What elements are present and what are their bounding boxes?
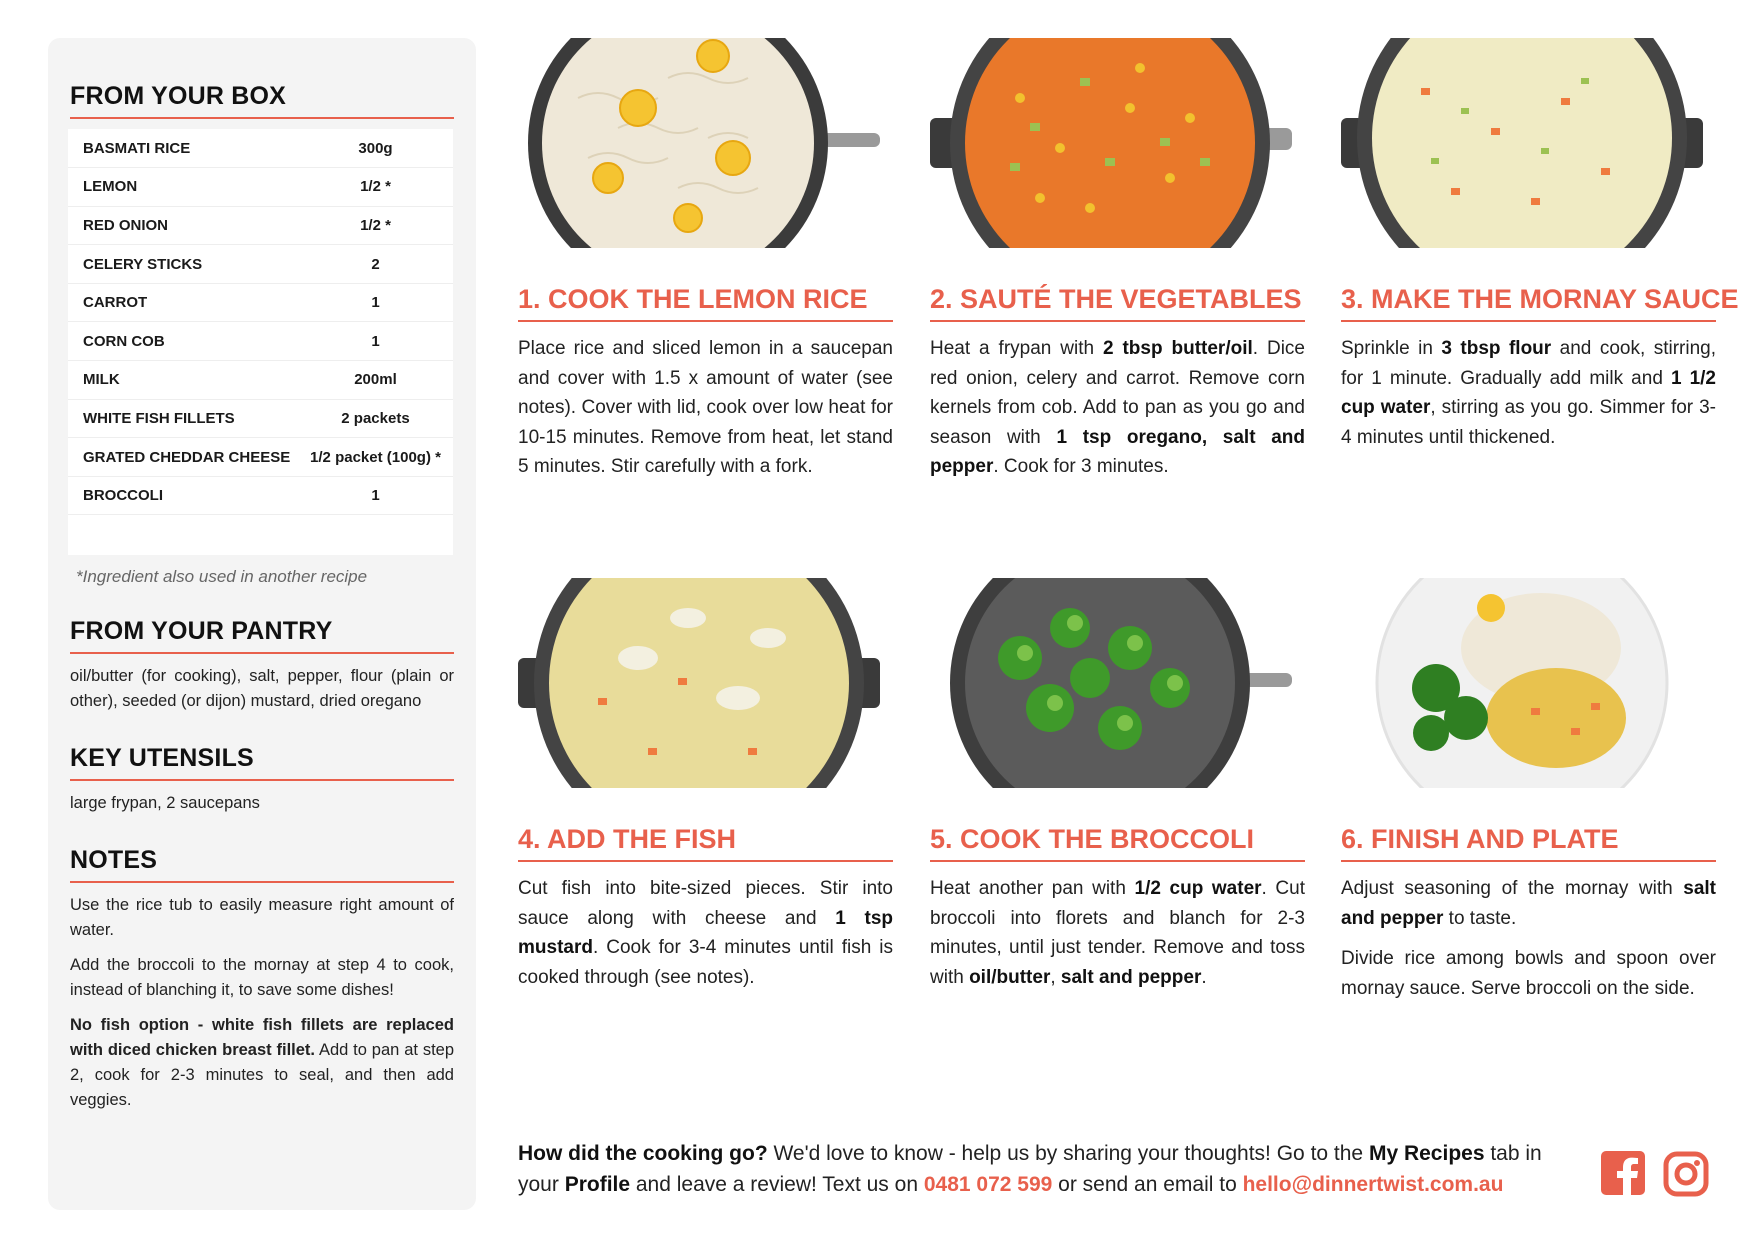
notes-paragraph [70,1013,454,1113]
instruction-emphasis: 3 tbsp flour [1441,338,1552,359]
ingredient-row [68,283,453,322]
instruction-emphasis: 2 tbsp butter/oil [1102,338,1253,359]
instruction-text: . [1201,966,1207,988]
ingredient-row [68,322,453,361]
mornay-sauce-photo [1341,38,1703,248]
ingredient-name: BROCCOLI [68,476,298,515]
ingredient-quantity: 300g [298,129,453,168]
ingredients-table [68,129,453,555]
ingredient-quantity: 1/2 packet (100g) * [298,438,453,477]
footer-text: We'd love to know - help us by sharing your thoughts! Go to the [767,1142,1369,1165]
ingredient-row [68,129,453,168]
instruction-text: Adjust seasoning of the mornay with [1341,878,1684,899]
ingredient-quantity: 1 [298,322,453,361]
step-instructions [930,334,1305,482]
instruction-emphasis: 1 tsp oregano, salt and pepper [930,426,1305,477]
step-2 [930,38,1305,482]
facebook-icon[interactable] [1601,1151,1645,1200]
step-title: 5. COOK THE BROCCOLI [930,824,1305,862]
ingredient-name: CARROT [68,283,298,322]
instruction-text: Heat another pan with [930,878,1135,899]
instruction-text: Place rice and sliced lemon in a saucepan and cover with 1.5 x amount of water (see notes). Cover with lid, cook over low heat for 10-15 minutes. Remove from heat, let stand 5 minutes. Stir carefully with a fork. [518,338,893,477]
footer-text: tab in your [518,1142,1542,1196]
ingredient-name: BASMATI RICE [68,129,298,168]
ingredient-row [68,399,453,438]
no-fish-option-bold: No fish option - white fish fillets are replaced with diced chicken breast fillet. [70,1015,454,1059]
step-3 [1341,38,1739,452]
ingredient-name: WHITE FISH FILLETS [68,399,298,438]
step-instructions [1341,334,1716,452]
ingredient-row-empty [68,515,453,555]
instagram-icon[interactable] [1663,1151,1709,1202]
step-instructions [518,334,893,482]
instruction-text: , stirring as you go. Simmer for 3-4 minutes until thickened. [1341,397,1716,448]
step-instructions [1341,874,1716,933]
instruction-text: , [1050,966,1061,988]
fish-in-sauce-photo [518,578,880,788]
ingredient-quantity: 1/2 * [298,206,453,245]
instruction-text: Cut fish into bite-sized pieces. Stir into sauce along with cheese and [518,878,893,929]
instruction-emphasis: 1 tsp mustard [518,907,893,958]
instruction-emphasis: 1 1/2 cup water [1341,367,1716,418]
ingredient-row [68,245,453,284]
my-recipes-link[interactable]: My Recipes [1368,1142,1485,1165]
ingredient-row [68,438,453,477]
instruction-text: . Cook for 3-4 minutes until fish is cooked through (see notes). [518,937,893,988]
utensils-heading: KEY UTENSILS [70,744,454,781]
instruction-text: Divide rice among bowls and spoon over mornay sauce. Serve broccoli on the side. [1341,948,1716,999]
feedback-footer [518,1138,1568,1200]
step-title: 2. SAUTÉ THE VEGETABLES [930,284,1305,322]
step-title: 4. ADD THE FISH [518,824,893,862]
profile-link[interactable]: Profile [564,1173,631,1196]
step-title: 3. MAKE THE MORNAY SAUCE [1341,284,1716,322]
empty-cell [298,515,453,555]
ingredient-quantity: 200ml [298,361,453,400]
instruction-text: . Cook for 3 minutes. [993,456,1169,477]
step-4 [518,578,893,992]
ingredient-quantity: 2 [298,245,453,284]
ingredient-name: RED ONION [68,206,298,245]
step-1 [518,38,893,482]
sauteed-vegetables-photo [930,38,1292,248]
pantry-heading: FROM YOUR PANTRY [70,617,454,654]
footer-text: or send an email to [1052,1173,1243,1196]
utensils-text: large frypan, 2 saucepans [70,793,260,812]
ingredient-row [68,361,453,400]
ingredient-row [68,206,453,245]
notes-paragraph: Use the rice tub to easily measure right amount of water. [70,895,454,939]
lemon-rice-photo [518,38,880,248]
ingredient-quantity: 1 [298,476,453,515]
ingredient-name: GRATED CHEDDAR CHEESE [68,438,298,477]
notes-paragraph: Add the broccoli to the mornay at step 4 to cook, instead of blanching it, to save some dishes! [70,955,454,999]
step-5 [930,578,1305,992]
step-instructions [518,874,893,992]
footer-question: How did the cooking go? [518,1142,768,1165]
step-instructions [930,874,1305,992]
email-link[interactable]: hello@dinnertwist.com.au [1242,1173,1504,1196]
ingredient-name: CORN COB [68,322,298,361]
ingredient-row [68,168,453,207]
step-6 [1341,578,1716,1003]
instruction-emphasis: 1/2 cup water [1134,878,1262,899]
instruction-text: and cook, stirring, for 1 minute. Gradually add milk and [1341,338,1716,389]
instruction-text: . Cut broccoli into florets and blanch for 2-3 minutes, until just tender. Remove and toss with [930,878,1305,988]
ingredient-quantity: 2 packets [298,399,453,438]
ingredient-name: MILK [68,361,298,400]
empty-cell [68,515,298,555]
step-title: 1. COOK THE LEMON RICE [518,284,893,322]
ingredient-name: LEMON [68,168,298,207]
instruction-text: to taste. [1443,907,1517,929]
ingredient-quantity: 1/2 * [298,168,453,207]
notes-heading: NOTES [70,846,454,883]
instruction-emphasis: salt and pepper [1060,966,1202,988]
instruction-emphasis: oil/butter [969,966,1051,988]
footer-text: and leave a review! Text us on [630,1173,924,1196]
broccoli-pan-photo [930,578,1292,788]
ingredient-quantity: 1 [298,283,453,322]
instruction-text: Heat a frypan with [930,338,1103,359]
step-instructions-2 [1341,944,1716,1003]
instruction-text: Sprinkle in [1341,338,1442,359]
no-fish-option-text: Add to pan at step 2, cook for 2-3 minutes to seal, and then add veggies. [70,1040,455,1109]
ingredient-row [68,476,453,515]
pantry-text: oil/butter (for cooking), salt, pepper, flour (plain or other), seeded (or dijon) mustard, dried oregano [70,666,454,710]
plated-dish-photo [1341,578,1703,788]
instruction-emphasis: salt and pepper [1341,878,1716,929]
ingredient-note: *Ingredient also used in another recipe [76,566,368,586]
ingredients-sidebar [48,38,476,1210]
step-title: 6. FINISH AND PLATE [1341,824,1716,862]
instruction-text: . Dice red onion, celery and carrot. Remove corn kernels from cob. Add to pan as you go and season with [930,338,1305,448]
from-your-box-heading: FROM YOUR BOX [70,82,454,119]
phone-number-link[interactable]: 0481 072 599 [923,1173,1053,1196]
ingredient-name: CELERY STICKS [68,245,298,284]
